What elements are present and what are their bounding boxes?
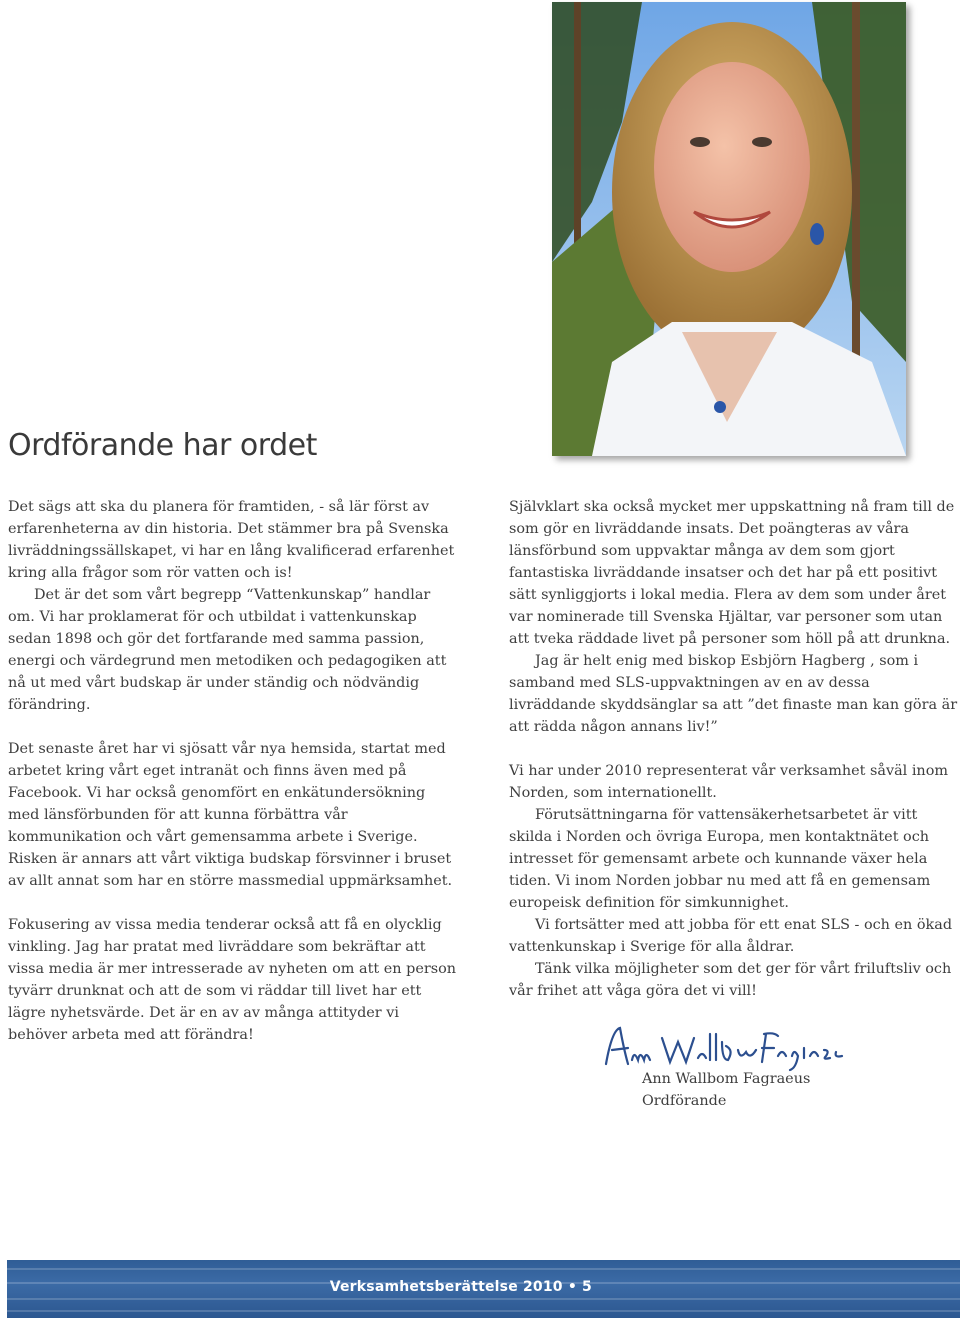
left-paragraph-4: Fokusering av vissa media tenderar också att få en olycklig vinkling. Jag har pratat med livräddare som bekräftar att vissa media är mer intresserade av nyheten om att en person tyvärr drunknat och att de som vi räddar till livet har ett lägre nyhetsvärde. Det är en av av många attityder vi behöver arbeta med att förändra! bbox=[8, 917, 457, 1043]
right-column bbox=[509, 496, 959, 1002]
right-paragraph-1: Självklart ska också mycket mer uppskattning nå fram till de som gör en livräddande insats. Det poängteras av våra länsförbund som uppvaktar många av dem som gjort fantastiska livräddande insatser och det har på ett positivt sätt synliggjorts i lokal media. Flera av dem som under året var nominerade till Svenska Hjältar, var personer som utan att tveka räddade livet på personer som höll på att drunkna. bbox=[509, 499, 955, 647]
page-title: Ordförande har ordet bbox=[8, 428, 317, 463]
right-paragraph-5: Vi fortsätter med att jobba för ett enat SLS - och en ökad vattenkunskap i Sverige för alla åldrar. bbox=[509, 917, 953, 955]
signatory-role: Ordförande bbox=[642, 1093, 727, 1109]
right-paragraph-6: Tänk vilka möjligheter som det ger för vårt friluftsliv och vår frihet att våga göra det vi vill! bbox=[509, 961, 952, 999]
right-paragraph-3: Vi har under 2010 representerat vår verksamhet såväl inom Norden, som internationellt. bbox=[509, 763, 949, 801]
footer-page-label: Verksamhetsberättelse 2010 • 5 bbox=[329, 1279, 592, 1295]
left-paragraph-1: Det sägs att ska du planera för framtiden, - så lär först av erfarenheterna av din historia. Det stämmer bra på Svenska livräddningssällskapet, vi har en lång kvalificerad erfarenhet kring alla frågor som rör vatten och is! bbox=[8, 499, 455, 581]
right-paragraph-2: Jag är helt enig med biskop Esbjörn Hagberg , som i samband med SLS-uppvaktningen av en av dessa livräddande skyddsänglar sa att ”det finaste man kan göra är att rädda någon annans liv!” bbox=[509, 653, 958, 735]
left-paragraph-3: Det senaste året har vi sjösatt vår nya hemsida, startat med arbetet kring vårt eget intranät och finns även med på Facebook. Vi har också genomfört en enkätundersökning med länsförbunden för att kunna förbättra vår kommunikation och vårt gemensamma arbete i Sverige. Risken är annars att vårt viktiga budskap försvinner i bruset av allt annat som har en större massmedial uppmärksamhet. bbox=[8, 741, 453, 889]
right-paragraph-4: Förutsättningarna för vattensäkerhetsarbetet är vitt skilda i Norden och övriga Europa, men kontaktnätet och intresset för gemensamt arbete och kunnande växer hela tiden. Vi inom Norden jobbar nu med att få en gemensam europeisk definition för simkunnighet. bbox=[509, 807, 931, 911]
portrait-photo bbox=[552, 2, 906, 456]
portrait-image bbox=[552, 2, 906, 456]
footer-banner bbox=[7, 1260, 960, 1318]
signatory bbox=[642, 1068, 810, 1112]
left-column bbox=[8, 496, 458, 1046]
left-paragraph-2: Det är det som vårt begrepp “Vattenkunskap” handlar om. Vi har proklamerat för och utbildat i vattenkunskap sedan 1898 och gör det fortfarande med samma passion, energi och värdegrund men metodiken och pedagogiken att nå ut med vårt budskap är under ständig och nödvändig förändring. bbox=[8, 587, 447, 713]
signatory-name: Ann Wallbom Fagraeus bbox=[642, 1071, 811, 1087]
